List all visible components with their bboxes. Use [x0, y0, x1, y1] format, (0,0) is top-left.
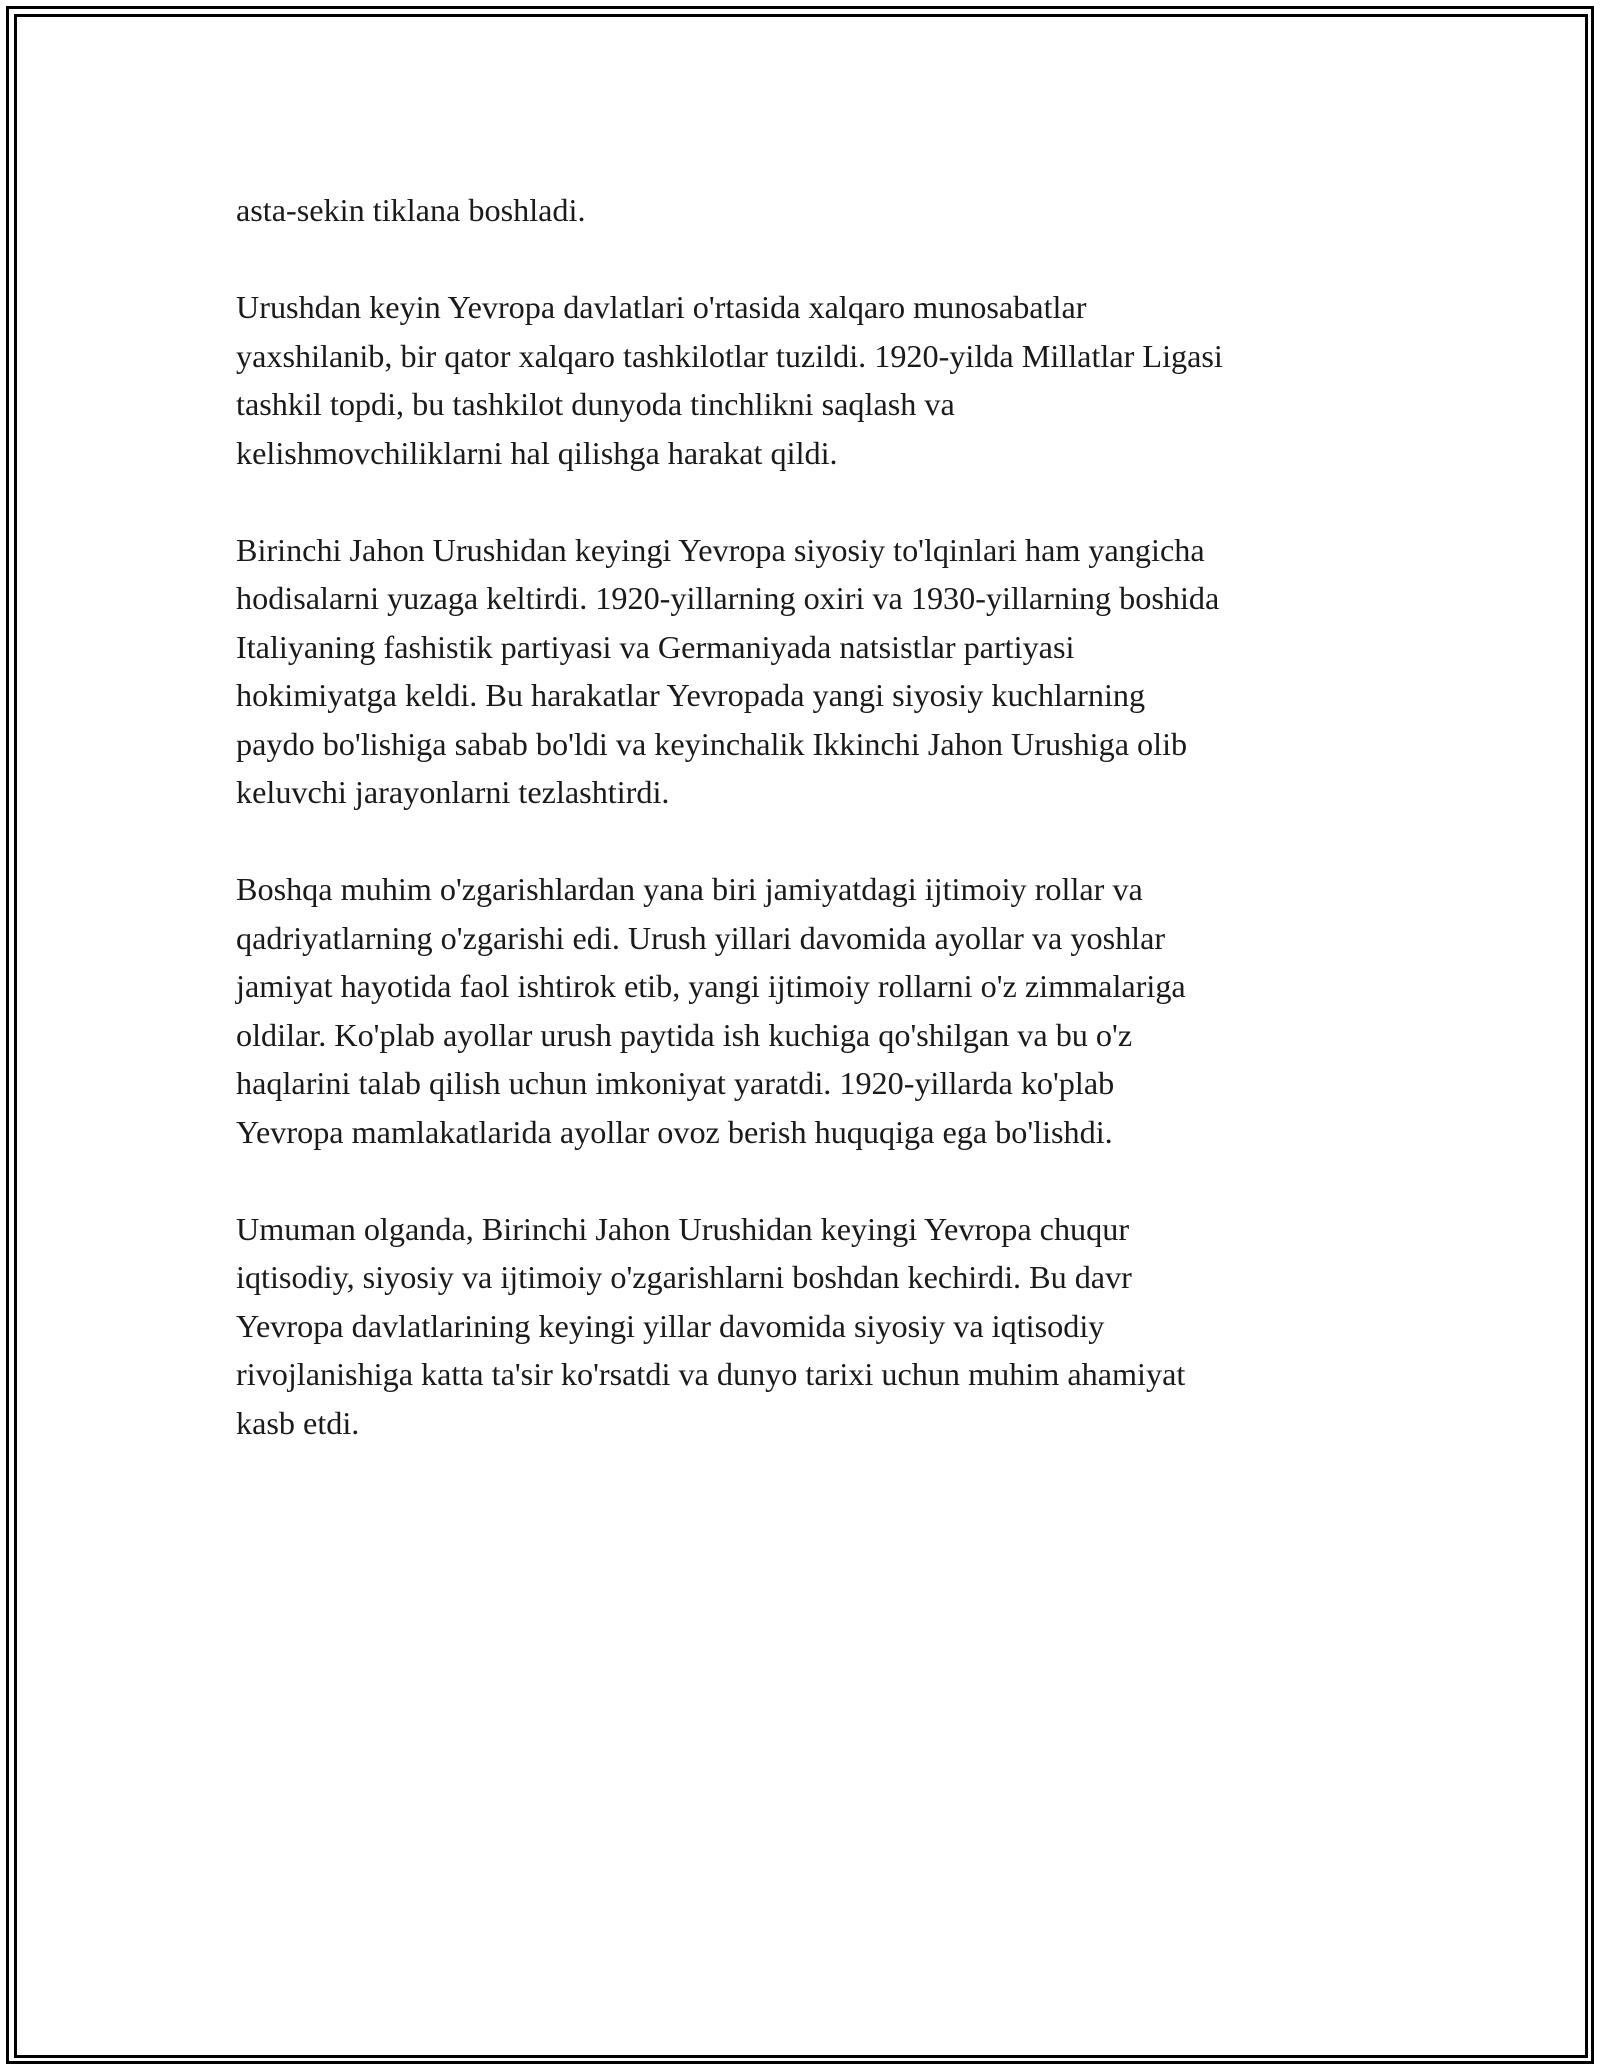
document-body — [236, 186, 1386, 1496]
paragraph-international-relations: Urushdan keyin Yevropa davlatlari o'rtasida xalqaro munosabatlar yaxshilanib, bir qator xalqaro tashkilotlar tuzildi. 1920-yilda Millatlar Ligasi tashkil topdi, bu tashkilot dunyoda tinchlikni saqlash va kelishmovchiliklarni hal qilishga harakat qildi. — [236, 289, 1223, 471]
paragraph-social-changes: Boshqa muhim o'zgarishlardan yana biri jamiyatdagi ijtimoiy rollar va qadriyatlarning o'zgarishi edi. Urush yillari davomida ayollar va yoshlar jamiyat hayotida faol ishtirok etib, yangi ijtimoiy rollarni o'z zimmalariga oldilar. Ko'plab ayollar urush paytida ish kuchiga qo'shilgan va bu o'z haqlarini talab qilish uchun imkoniyat yaratdi. 1920-yillarda ko'plab Yevropa mamlakatlarida ayollar ovoz berish huquqiga ega bo'lishdi. — [236, 871, 1186, 1150]
paragraph-political-waves: Birinchi Jahon Urushidan keyingi Yevropa siyosiy to'lqinlari ham yangicha hodisalarni yuzaga keltirdi. 1920-yillarning oxiri va 1930-yillarning boshida Italiyaning fashistik partiyasi va Germaniyada natsistlar partiyasi hokimiyatga keldi. Bu harakatlar Yevropada yangi siyosiy kuchlarning paydo bo'lishiga sabab bo'ldi va keyinchalik Ikkinchi Jahon Urushiga olib keluvchi jarayonlarni tezlashtirdi. — [236, 531, 1220, 810]
paragraph-conclusion: Umuman olganda, Birinchi Jahon Urushidan keyingi Yevropa chuqur iqtisodiy, siyosiy va ijtimoiy o'zgarishlarni boshdan kechirdi. Bu davr Yevropa davlatlarining keyingi yillar davomida siyosiy va iqtisodiy rivojlanishiga katta ta'sir ko'rsatdi va dunyo tarixi uchun muhim ahamiyat kasb etdi. — [236, 1210, 1186, 1441]
paragraph-continuation: asta-sekin tiklana boshladi. — [236, 192, 586, 228]
